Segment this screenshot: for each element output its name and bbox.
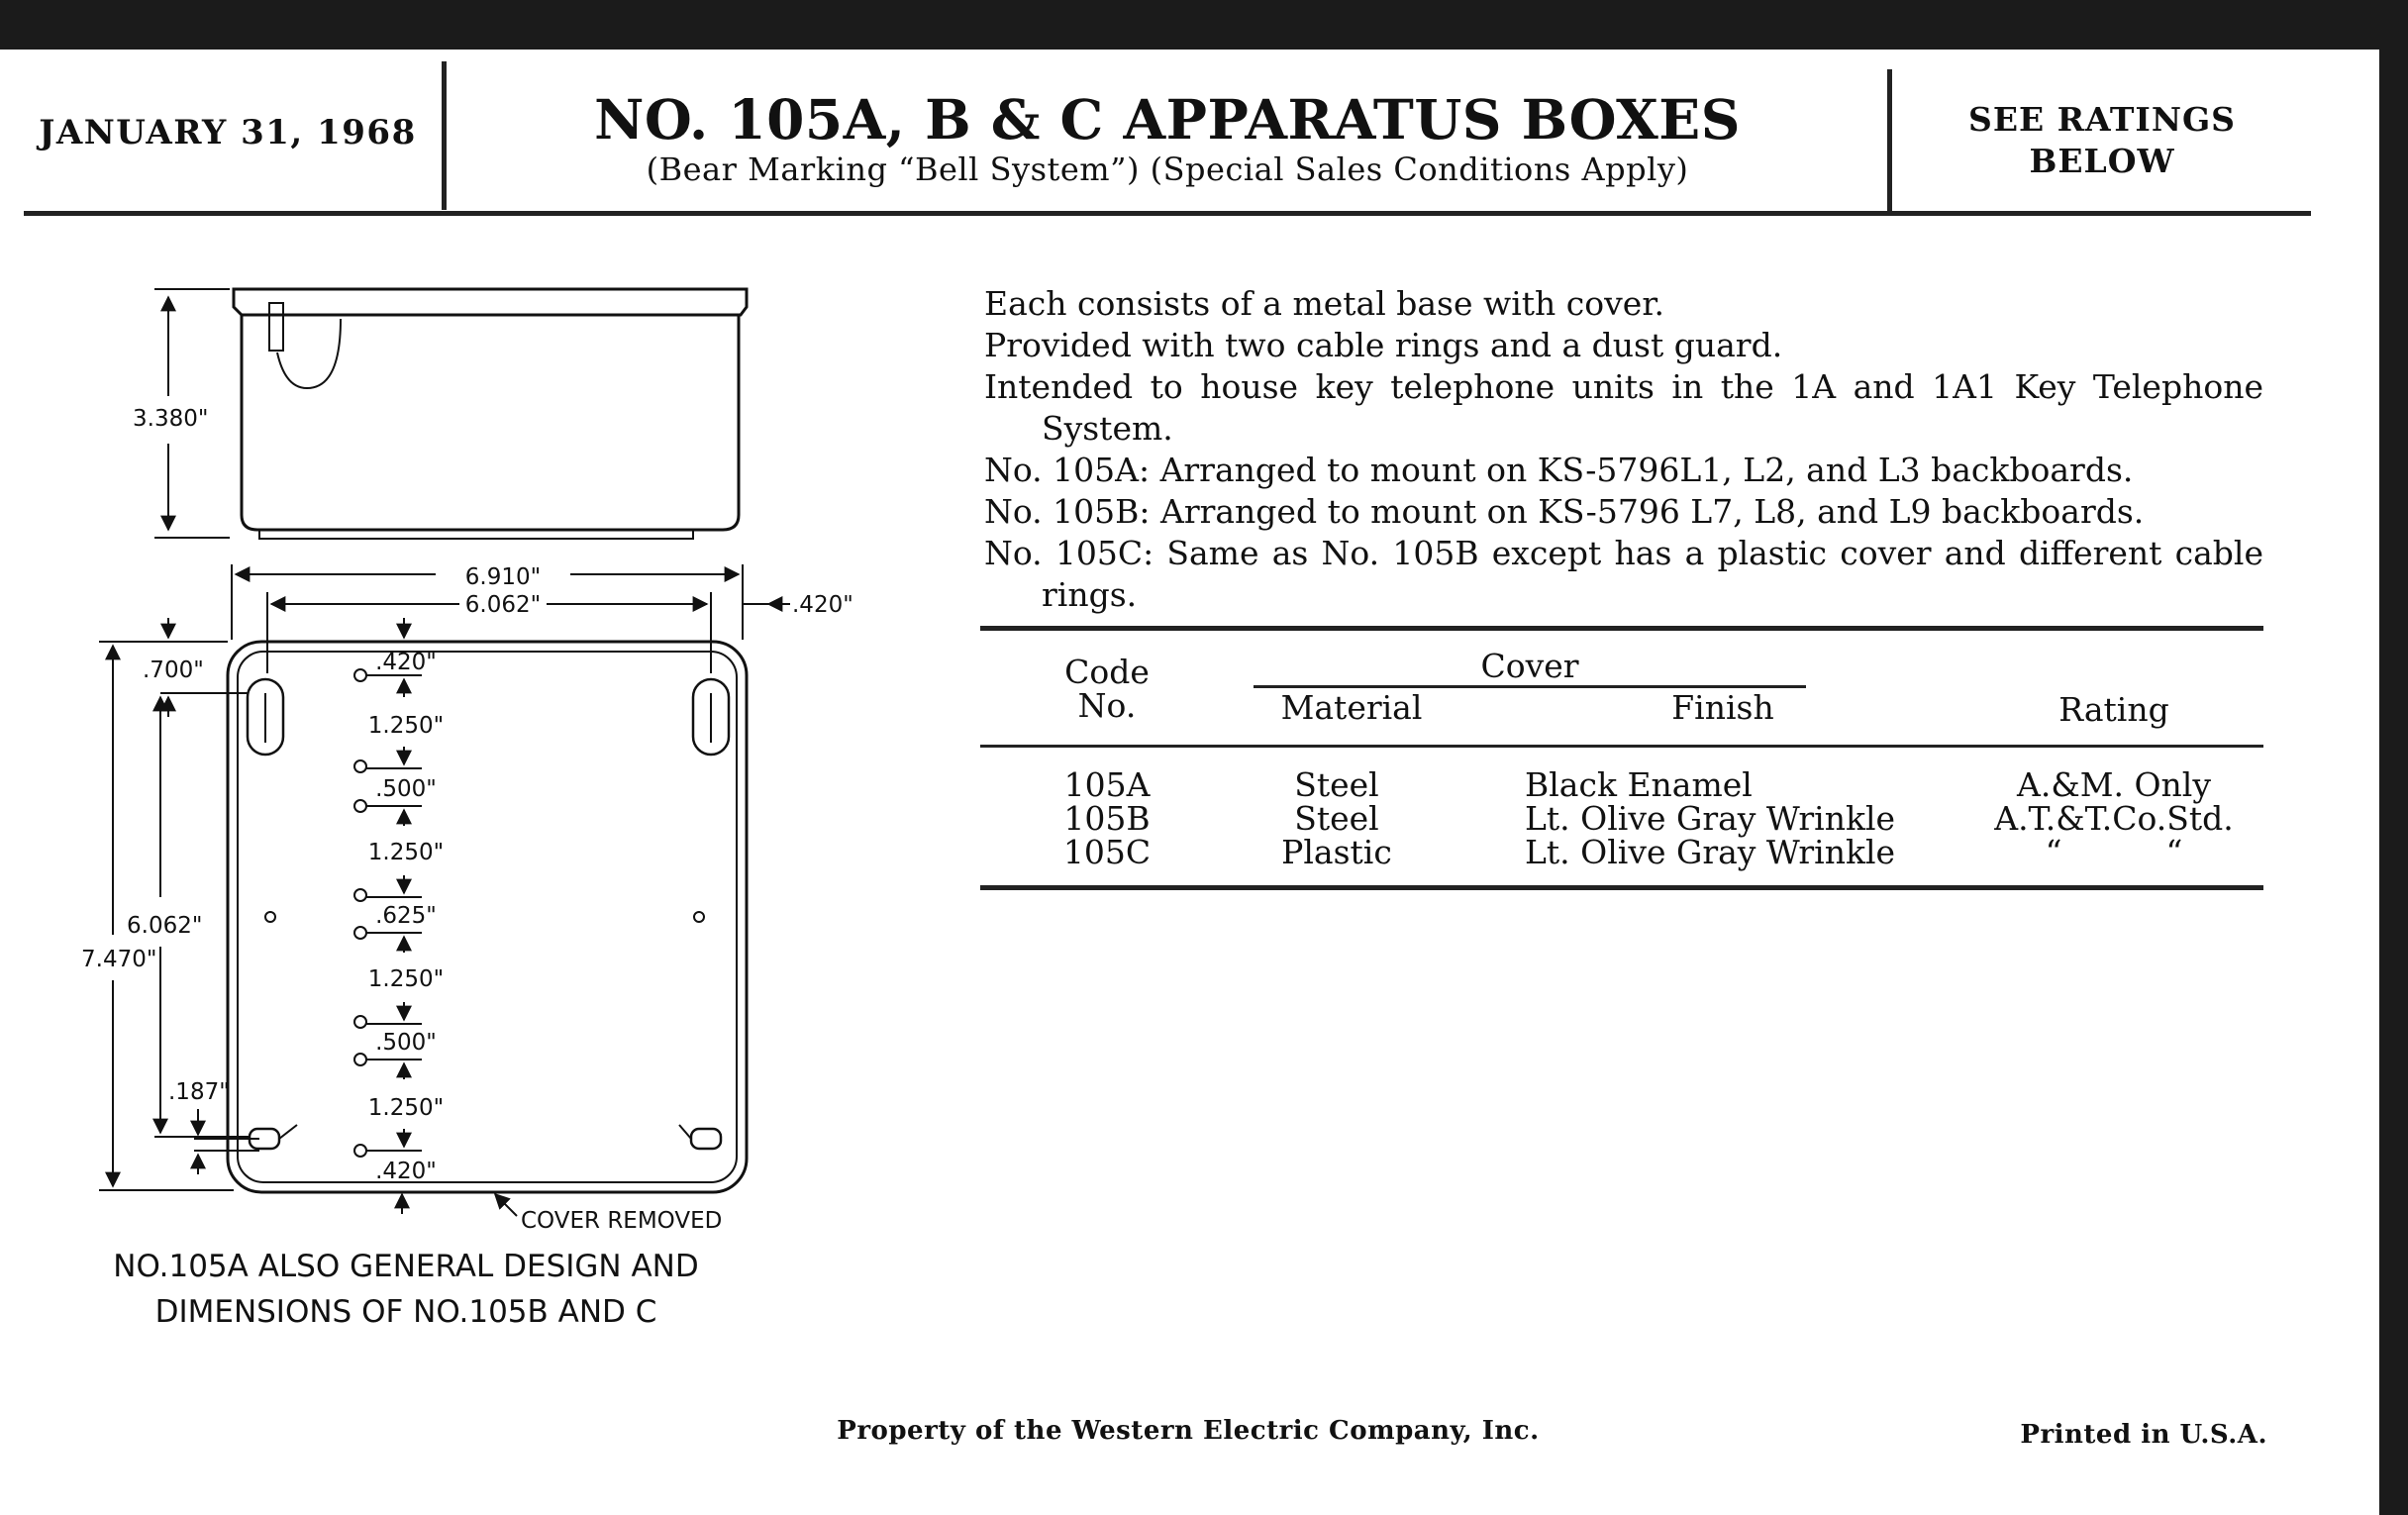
cell-rating: “ “ (2045, 833, 2183, 871)
cell-rating: A.T.&T.Co.Std. (1994, 799, 2234, 838)
cell-material: Plastic (1281, 833, 1392, 871)
dim-label-center: 1.250" (367, 966, 445, 992)
cell-finish: Lt. Olive Gray Wrinkle (1525, 799, 1896, 838)
cell-material: Steel (1294, 765, 1379, 804)
dim-label-height: 3.380" (133, 406, 209, 432)
dim-label-inner-width: 6.062" (464, 592, 542, 618)
dim-label-edge: .420" (792, 592, 853, 618)
table-bottom-rule (980, 885, 2263, 890)
dim-label-center: .420" (375, 1159, 437, 1184)
table-header-rule (980, 745, 2263, 748)
description (984, 283, 2263, 616)
apparatus-box-drawing (0, 0, 891, 1248)
col-header-code (1020, 653, 1194, 725)
col-header-code-line2: No. (1077, 686, 1137, 725)
cell-rating: A.&M. Only (2017, 765, 2211, 804)
dim-label-top-offset: .700" (143, 657, 204, 683)
description-line: No. 105C: Same as No. 105B except has a plastic cover and different cable rings. (984, 534, 2263, 614)
cell-code: 105B (1063, 799, 1151, 838)
footer-printed: Printed in U.S.A. (2020, 1420, 2267, 1450)
col-header-finish: Finish (1671, 688, 1774, 727)
col-header-material: Material (1280, 688, 1423, 727)
col-header-cover: Cover (1480, 647, 1579, 685)
description-line: Provided with two cable rings and a dust guard. (984, 326, 1783, 364)
cell-finish: Black Enamel (1525, 765, 1753, 804)
dim-label-center: .420" (375, 650, 437, 675)
ratings-note-line1: SEE RATINGS (1967, 100, 2237, 139)
description-line: No. 105B: Arranged to mount on KS-5796 L7, L8, and L9 backboards. (984, 492, 2145, 531)
cover-removed-label: COVER REMOVED (521, 1208, 723, 1234)
description-line: Each consists of a metal base with cover. (984, 284, 1664, 323)
plan-view (228, 642, 747, 1192)
cell-code: 105A (1063, 765, 1151, 804)
cover-removed-leader (495, 1194, 517, 1216)
dim-label-center: 1.250" (367, 840, 445, 865)
cell-finish: Lt. Olive Gray Wrinkle (1525, 833, 1896, 871)
drawing-caption (109, 1244, 703, 1335)
dim-label-center: 1.250" (367, 1095, 445, 1121)
footer-property: Property of the Western Electric Company, Inc. (837, 1416, 1540, 1446)
document-title: NO. 105A, B & C APPARATUS BOXES (594, 87, 1741, 152)
description-line: Intended to house key telephone units in the 1A and 1A1 Key Telephone System. (984, 367, 2263, 448)
dim-label-inner-height: 6.062" (127, 913, 203, 939)
ratings-note (1889, 99, 2315, 182)
dim-label-overall-width: 6.910" (464, 564, 542, 590)
scan-border-right (2379, 0, 2408, 1515)
drawing-caption-line1: NO.105A ALSO GENERAL DESIGN AND (113, 1249, 699, 1284)
drawing-caption-line2: DIMENSIONS OF NO.105B AND C (154, 1294, 657, 1330)
dim-label-bottom-offset: .187" (168, 1079, 230, 1105)
side-view (234, 289, 747, 539)
dim-label-center: .625" (375, 903, 437, 929)
dim-label-center: .500" (375, 1030, 437, 1056)
cell-code: 105C (1062, 833, 1152, 871)
dim-label-center: 1.250" (367, 713, 445, 739)
ratings-note-line2: BELOW (2029, 142, 2175, 180)
dim-label-overall-height: 7.470" (81, 947, 157, 972)
document-subtitle: (Bear Marking “Bell System”) (Special Sales Conditions Apply) (646, 151, 1689, 188)
document-date: JANUARY 31, 1968 (39, 113, 417, 152)
table-top-rule (980, 626, 2263, 631)
dim-label-center: .500" (375, 776, 437, 802)
col-header-rating: Rating (2058, 690, 2169, 729)
cell-material: Steel (1294, 799, 1379, 838)
description-line: No. 105A: Arranged to mount on KS-5796L1, L2, and L3 backboards. (984, 451, 2134, 489)
col-header-code-line1: Code (1064, 653, 1150, 691)
